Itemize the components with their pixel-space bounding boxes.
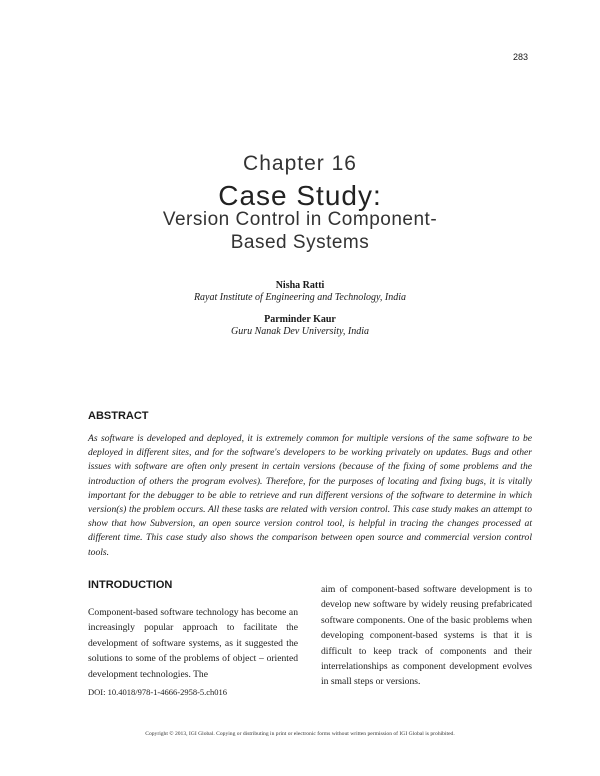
introduction-heading: INTRODUCTION (88, 579, 173, 591)
chapter-label: Chapter 16 (243, 152, 357, 175)
author-affiliation: Rayat Institute of Engineering and Technology, India (193, 292, 407, 303)
author-affiliation: Guru Nanak Dev University, India (230, 326, 370, 337)
subtitle-line: Version Control in Component- (162, 209, 438, 230)
copyright-notice: Copyright © 2013, IGI Global. Copying or distributing in print or electronic forms without written permission of IGI Global is prohibited. (145, 731, 455, 737)
abstract-body: As software is developed and deployed, it is extremely common for multiple versions of the same software to be deployed in different sites, and for the software's developers to be working privately on updates. Bugs and other issues with software are often only present in certain versions (because of the fixing of some problems and the introduction of others the program evolves). Therefore, for the purposes of locating and fixing bugs, it is vitally important for the debugger to be able to retrieve and run different versions of the software to determine in which version(s) the problem occurs. All these tasks are related with version control. This case study makes an attempt to show that how Subversion, an open source version control tool, is helpful in tracing the changes processed at different time. This case study also shows the comparison between open source and commercial version control tools. (88, 433, 532, 558)
chapter-subtitle (0, 208, 600, 254)
doi: DOI: 10.4018/978-1-4666-2958-5.ch016 (88, 687, 228, 697)
chapter-title: Case Study: (218, 180, 382, 211)
author-name: Nisha Ratti (275, 280, 325, 291)
author-name: Parminder Kaur (264, 314, 336, 325)
page-number: 283 (512, 52, 528, 62)
introduction-column-left: Component-based software technology has become an increasingly popular approach to facilitate the development of software systems, as it suggested the solutions to some of the problems of object – oriented development technologies. The (88, 607, 298, 680)
subtitle-line: Based Systems (230, 232, 370, 253)
abstract-heading: ABSTRACT (88, 410, 149, 422)
introduction-column-right: aim of component-based software development is to develop new software by widely reusing prefabricated software components. One of the basic problems when developing component-based systems is that it is difficult to keep track of components and their interrelationships as component development evolves in small steps or versions. (321, 584, 532, 688)
